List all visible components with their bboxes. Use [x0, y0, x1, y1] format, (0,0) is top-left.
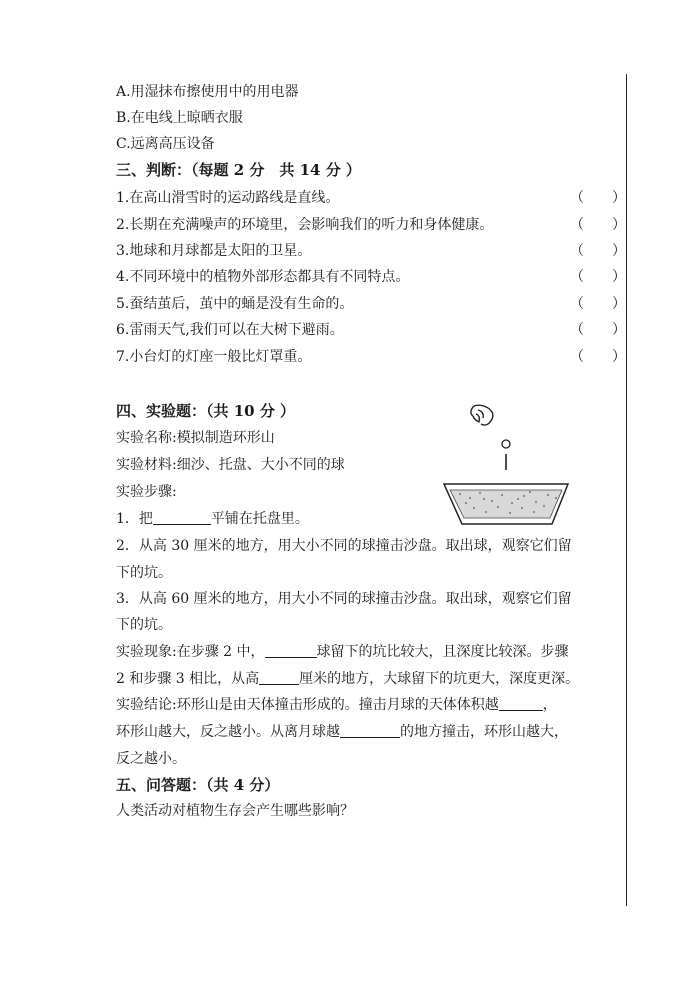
answer-blank-height[interactable] [259, 670, 299, 685]
phenomenon-line-2 [116, 669, 579, 689]
conclusion-text-b: ， [542, 697, 557, 713]
judge-item-4: 4.不同环境中的植物外部形态都具有不同特点。 [116, 269, 410, 285]
experiment-heading: 四、实验题：（共 10 分 ） [116, 402, 296, 420]
qa-heading: 五、问答题：（共 4 分） [116, 776, 280, 794]
option-c: C.远离高压设备 [116, 136, 215, 152]
answer-paren-2: （ ） [570, 217, 626, 233]
step-3-line-1: 3．从高 60 厘米的地方，用大小不同的球撞击沙盘。取出球，观察它们留 [116, 591, 572, 607]
judge-item-3: 3.地球和月球都是太阳的卫星。 [116, 243, 312, 259]
conclusion2-text-b: 的地方撞击，环形山越大， [400, 724, 568, 740]
answer-paren-5: （ ） [570, 296, 626, 312]
step-1 [116, 509, 309, 529]
conclusion-line-1 [116, 695, 557, 715]
answer-paren-7: （ ） [570, 349, 626, 365]
experiment-name: 实验名称:模拟制造环形山 [116, 430, 275, 446]
experiment-materials: 实验材料:细沙、托盘、大小不同的球 [116, 457, 345, 473]
judge-item-6: 6.雷雨天气,我们可以在大树下避雨。 [116, 322, 344, 338]
margin-line [626, 74, 627, 906]
qa-question: 人类活动对植物生存会产生哪些影响？ [116, 803, 354, 819]
answer-blank-distance[interactable] [340, 723, 400, 738]
ball-icon [502, 440, 510, 448]
conclusion-text-a: 实验结论:环形山是由天体撞击形成的。撞击月球的天体体积越 [116, 697, 499, 713]
phenomenon-text-b: 球留下的坑比较大，且深度比较深。步骤 [316, 644, 569, 660]
step-2-line-2: 下的坑。 [116, 565, 172, 581]
sand-tray-icon [444, 484, 568, 524]
judge-heading: 三、判断：（每题 2 分 共 14 分 ） [116, 161, 361, 179]
step-1-text-a: 1．把 [116, 511, 153, 527]
answer-paren-1: （ ） [570, 190, 626, 206]
judge-item-7: 7.小台灯的灯座一般比灯罩重。 [116, 349, 312, 365]
conclusion2-text-a: 环形山越大，反之越小。从离月球越 [116, 724, 340, 740]
step-3-line-2: 下的坑。 [116, 617, 172, 633]
phenomenon-text-a: 实验现象:在步骤 2 中， [116, 644, 265, 660]
answer-paren-6: （ ） [570, 322, 626, 338]
answer-paren-4: （ ） [570, 269, 626, 285]
phenomenon2-text-b: 厘米的地方，大球留下的坑更大，深度更深。 [299, 671, 580, 687]
conclusion-line-2 [116, 722, 568, 742]
answer-blank-ball-size[interactable] [265, 643, 317, 658]
step-2-line-1: 2．从高 30 厘米的地方，用大小不同的球撞击沙盘。取出球，观察它们留 [116, 538, 572, 554]
answer-paren-3: （ ） [570, 243, 626, 259]
judge-item-5: 5.蚕结茧后，茧中的蛹是没有生命的。 [116, 296, 354, 312]
judge-item-2: 2.长期在充满噪声的环境里，会影响我们的听力和身体健康。 [116, 217, 494, 233]
phenomenon2-text-a: 2 和步骤 3 相比，从高 [116, 671, 260, 687]
hand-icon [471, 405, 493, 425]
crater-experiment-illustration [440, 402, 572, 528]
option-b: B.在电线上晾晒衣服 [116, 110, 243, 126]
phenomenon-line-1 [116, 642, 569, 662]
judge-item-1: 1.在高山滑雪时的运动路线是直线。 [116, 190, 340, 206]
answer-blank-material[interactable] [153, 510, 211, 525]
option-a: A.用湿抹布擦使用中的用电器 [116, 84, 299, 100]
answer-blank-volume[interactable] [499, 696, 543, 711]
step-1-text-b: 平铺在托盘里。 [210, 511, 309, 527]
experiment-steps-label: 实验步骤: [116, 484, 177, 500]
conclusion-line-3: 反之越小。 [116, 751, 186, 767]
